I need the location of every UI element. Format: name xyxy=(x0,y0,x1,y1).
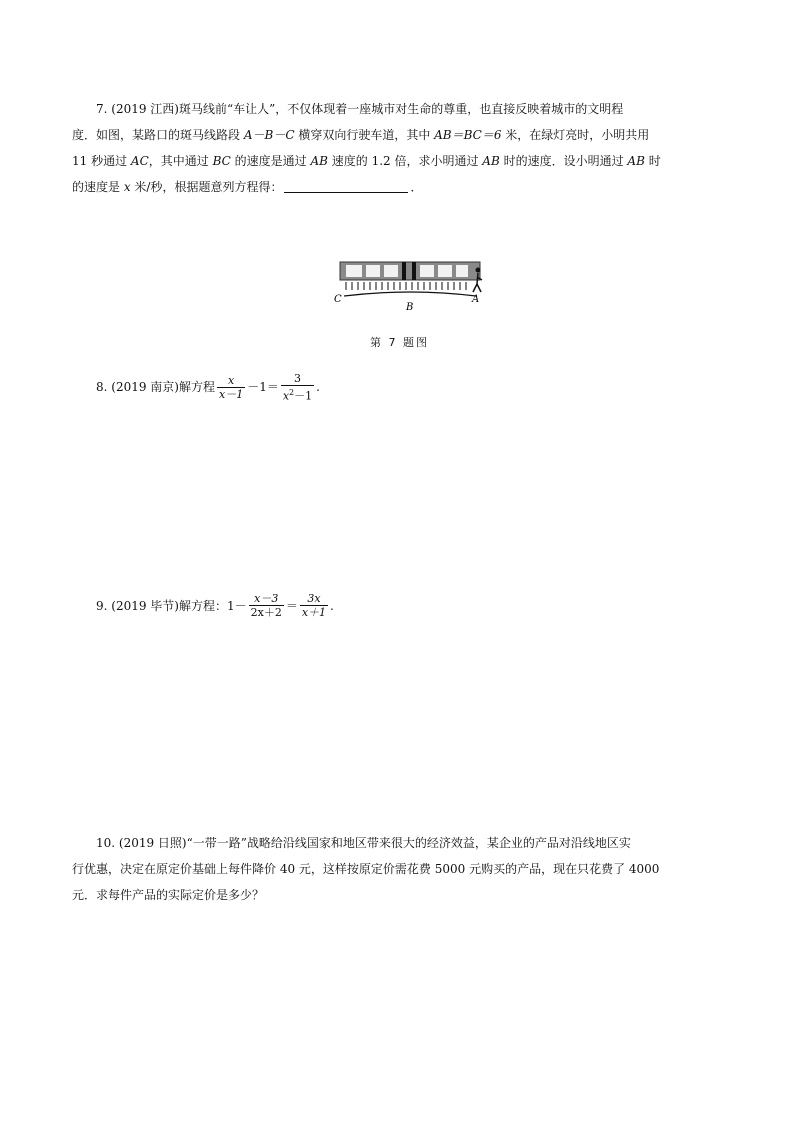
ab-bc-equation: AB＝BC＝6 xyxy=(434,128,502,142)
label-b: B xyxy=(406,302,414,313)
crosswalk-illustration xyxy=(330,258,490,314)
q10-line-1: 10. (2019 日照)“一带一路”战略给沿线国家和地区带来很大的经济效益，某企业的产品对沿线地区实 xyxy=(96,836,631,850)
q7-line-3: 11 秒通过 AC，其中通过 BC 的速度是通过 AB 速度的 1.2 倍，求小明通过 AB 时的速度．设小明通过 AB 时 xyxy=(72,154,661,168)
figure-caption: 第 7 题图 xyxy=(370,336,429,349)
q8-prefix: 8. (2019 南京)解方程 xyxy=(96,380,215,395)
question-9: 9. (2019 毕节)解方程：1－ $\frac{x-3}{2x+2}$ ＝ $\frac{3x}{x+1}$ . xyxy=(96,592,334,619)
answer-blank[interactable] xyxy=(284,178,408,193)
q7-line-2: 度．如图，某路口的斑马线路段 A－B－C 横穿双向行驶车道，其中 AB＝BC＝6 米，在绿灯亮时，小明共用 xyxy=(72,128,650,142)
q10-line-2: 行优惠，决定在原定价基础上每件降价 40 元，这样按原定价需花费 5000 元购买的产品，现在只花费了 4000 xyxy=(72,862,660,876)
q10-line-3: 元．求每件产品的实际定价是多少？ xyxy=(72,888,265,902)
label-c: C xyxy=(334,294,342,305)
q9-fraction-1: $\frac{x-3}{2x+2}$ xyxy=(250,592,282,619)
question-10 xyxy=(72,830,732,908)
path-abc: A－B－C xyxy=(243,128,295,142)
question-7 xyxy=(72,96,732,200)
label-a: A xyxy=(472,294,480,305)
question-8: 8. (2019 南京)解方程 $\frac{x}{x-1}$ －1＝ $\frac{3}{x^2-1}$ . xyxy=(96,372,320,403)
q7-line-1: 7. (2019 江西)斑马线前“车让人”，不仅体现着一座城市对生命的尊重，也直接反映着城市的文明程 xyxy=(96,102,624,116)
q9-fraction-2: $\frac{3x}{x+1}$ xyxy=(301,592,327,619)
q8-fraction-2: $\frac{3}{x^2-1}$ xyxy=(282,372,313,403)
q7-line-4: 的速度是 x 米/秒，根据题意列方程得： ． xyxy=(72,180,423,194)
q9-prefix: 9. (2019 毕节)解方程：1－ xyxy=(96,598,247,613)
crosswalk-figure xyxy=(330,258,490,314)
q8-fraction-1: $\frac{x}{x-1}$ xyxy=(218,373,244,401)
